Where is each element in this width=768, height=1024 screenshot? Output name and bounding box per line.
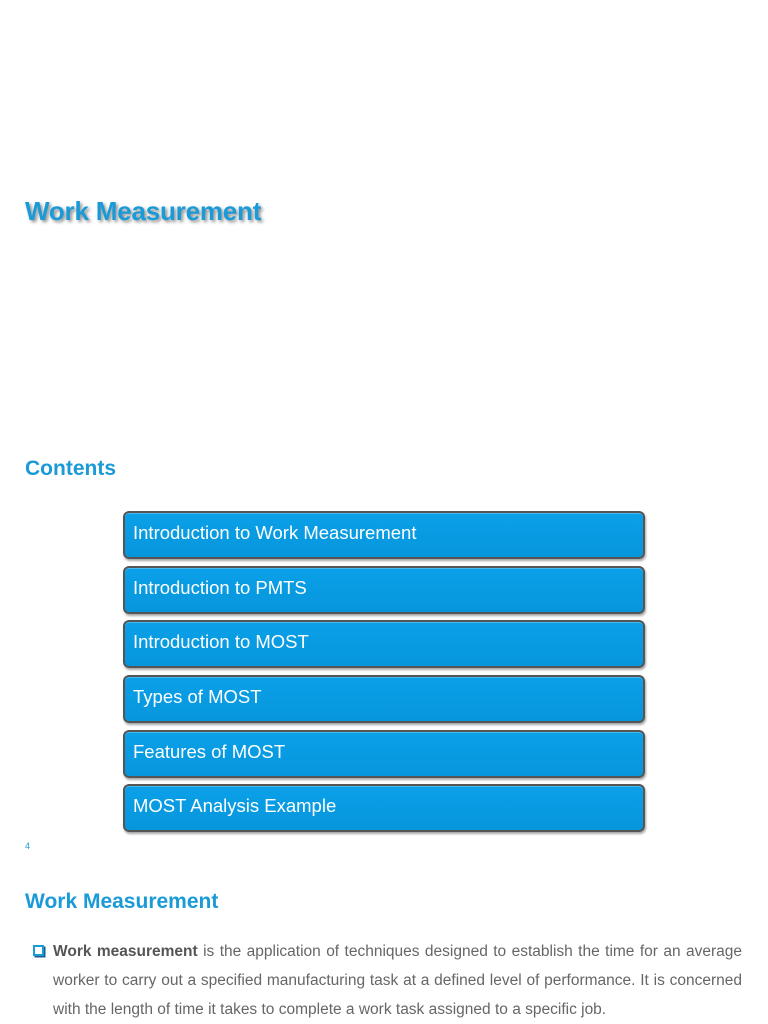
contents-item-intro-pmts[interactable]: Introduction to PMTS: [123, 566, 645, 614]
contents-item-intro-work-measurement[interactable]: Introduction to Work Measurement: [123, 511, 645, 559]
checkbox-bullet-icon: [33, 945, 44, 956]
contents-list: [123, 511, 645, 839]
page-number: 4: [25, 841, 31, 851]
contents-item-intro-most[interactable]: Introduction to MOST: [123, 620, 645, 668]
contents-heading: Contents: [25, 457, 116, 480]
page-title: Work Measurement: [25, 196, 262, 226]
contents-item-features-of-most[interactable]: Features of MOST: [123, 730, 645, 778]
contents-item-types-of-most[interactable]: Types of MOST: [123, 675, 645, 723]
contents-item-most-analysis-example[interactable]: MOST Analysis Example: [123, 784, 645, 832]
bullet-paragraph: [53, 937, 742, 1024]
bullet-text: is the application of techniques designed to establish the time for an average worker to carry out a specified manufacturing task at a defined level of performance. It is concerned with the length of time it takes to complete a work task assigned to a specific job.: [53, 943, 743, 1018]
bullet-term: Work measurement: [53, 943, 198, 960]
section-heading: Work Measurement: [25, 890, 219, 913]
